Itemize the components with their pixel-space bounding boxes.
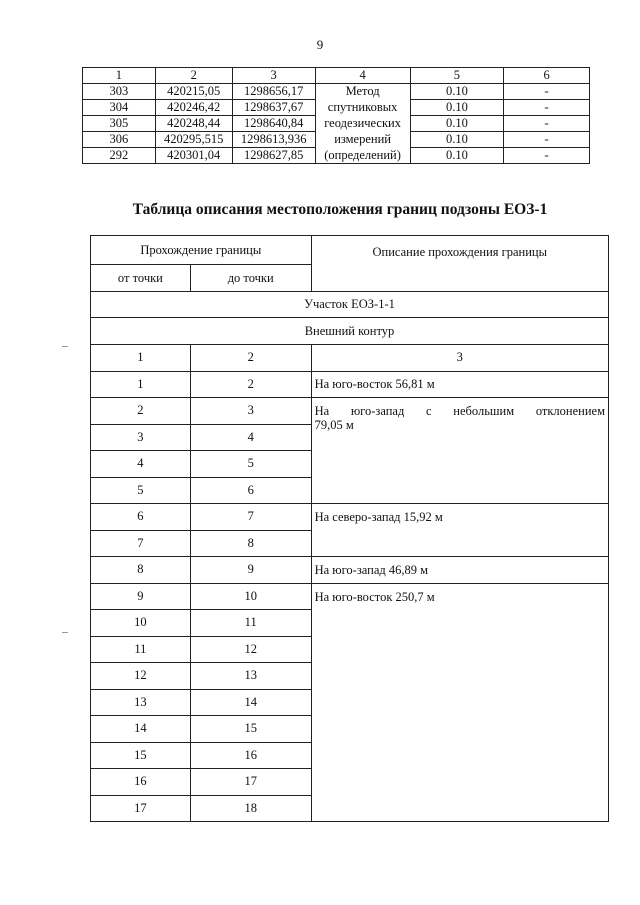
from-point: 2 — [91, 398, 191, 425]
from-point: 7 — [91, 530, 191, 557]
description: На северо-запад 15,92 м — [311, 504, 608, 557]
method-line: геодезических — [315, 116, 410, 132]
from-point: 4 — [91, 451, 191, 478]
to-point: 6 — [190, 477, 311, 504]
y-coordinate: 1298640,84 — [232, 116, 315, 132]
note: - — [504, 100, 590, 116]
table-row — [91, 583, 609, 610]
to-point: 14 — [190, 689, 311, 716]
description-line: 79,05 м — [314, 418, 354, 432]
from-point: 6 — [91, 504, 191, 531]
to-point: 17 — [190, 769, 311, 796]
coordinates-header-row — [83, 68, 590, 84]
method-line: (определений) — [315, 148, 410, 164]
header-cell: 4 — [315, 68, 410, 84]
section-row — [91, 292, 609, 318]
x-coordinate: 420301,04 — [155, 148, 232, 164]
to-point: 2 — [190, 371, 311, 398]
column-number: 2 — [190, 345, 311, 372]
to-point: 15 — [190, 716, 311, 743]
note: - — [504, 132, 590, 148]
method-line: Метод — [315, 84, 410, 100]
x-coordinate: 420248,44 — [155, 116, 232, 132]
header-passage: Прохождение границы — [91, 236, 312, 265]
accuracy: 0.10 — [410, 116, 504, 132]
from-point: 14 — [91, 716, 191, 743]
subsection-row — [91, 318, 609, 345]
point-number: 306 — [83, 132, 156, 148]
x-coordinate: 420215,05 — [155, 84, 232, 100]
header-cell: 2 — [155, 68, 232, 84]
method-line: спутниковых — [315, 100, 410, 116]
accuracy: 0.10 — [410, 84, 504, 100]
description: На юго-восток 250,7 м — [311, 583, 608, 822]
table-row — [83, 148, 590, 164]
point-number: 292 — [83, 148, 156, 164]
y-coordinate: 1298627,85 — [232, 148, 315, 164]
description: На юго-восток 56,81 м — [311, 371, 608, 398]
note: - — [504, 148, 590, 164]
x-coordinate: 420295,515 — [155, 132, 232, 148]
table-row — [91, 398, 609, 425]
margin-mark — [62, 632, 68, 633]
from-point: 12 — [91, 663, 191, 690]
accuracy: 0.10 — [410, 100, 504, 116]
header-description: Описание прохождения границы — [311, 236, 608, 292]
to-point: 4 — [190, 424, 311, 451]
to-point: 9 — [190, 557, 311, 584]
header-cell: 1 — [83, 68, 156, 84]
to-point: 7 — [190, 504, 311, 531]
accuracy: 0.10 — [410, 148, 504, 164]
column-number: 3 — [311, 345, 608, 372]
table-row — [83, 84, 590, 100]
from-point: 10 — [91, 610, 191, 637]
coordinates-table — [82, 67, 590, 164]
from-point: 9 — [91, 583, 191, 610]
header-cell: 5 — [410, 68, 504, 84]
accuracy: 0.10 — [410, 132, 504, 148]
header-from: от точки — [91, 265, 191, 292]
table-row — [83, 100, 590, 116]
to-point: 11 — [190, 610, 311, 637]
to-point: 5 — [190, 451, 311, 478]
from-point: 15 — [91, 742, 191, 769]
description — [311, 398, 608, 504]
page-number: 9 — [316, 37, 324, 52]
from-point: 13 — [91, 689, 191, 716]
subsection-title: Внешний контур — [91, 318, 609, 345]
table-title: Таблица описания местоположения границ подзоны ЕОЗ-1 — [132, 201, 548, 218]
column-numbers-row — [91, 345, 609, 372]
from-point: 1 — [91, 371, 191, 398]
point-number: 304 — [83, 100, 156, 116]
boundary-description-table — [90, 235, 609, 822]
from-point: 17 — [91, 795, 191, 822]
y-coordinate: 1298637,67 — [232, 100, 315, 116]
from-point: 5 — [91, 477, 191, 504]
from-point: 11 — [91, 636, 191, 663]
to-point: 18 — [190, 795, 311, 822]
margin-mark — [62, 346, 68, 347]
x-coordinate: 420246,42 — [155, 100, 232, 116]
from-point: 8 — [91, 557, 191, 584]
y-coordinate: 1298656,17 — [232, 84, 315, 100]
table-row — [91, 557, 609, 584]
column-number: 1 — [91, 345, 191, 372]
header-to: до точки — [190, 265, 311, 292]
to-point: 10 — [190, 583, 311, 610]
table-row — [83, 116, 590, 132]
to-point: 8 — [190, 530, 311, 557]
point-number: 303 — [83, 84, 156, 100]
from-point: 16 — [91, 769, 191, 796]
from-point: 3 — [91, 424, 191, 451]
header-cell: 3 — [232, 68, 315, 84]
method-line: измерений — [315, 132, 410, 148]
to-point: 13 — [190, 663, 311, 690]
header-row — [91, 236, 609, 265]
description-line: На юго-запад с небольшим отклонением — [314, 404, 605, 418]
table-row — [91, 371, 609, 398]
note: - — [504, 84, 590, 100]
to-point: 3 — [190, 398, 311, 425]
description: На юго-запад 46,89 м — [311, 557, 608, 584]
note: - — [504, 116, 590, 132]
point-number: 305 — [83, 116, 156, 132]
header-cell: 6 — [504, 68, 590, 84]
table-row — [91, 504, 609, 531]
to-point: 12 — [190, 636, 311, 663]
y-coordinate: 1298613,936 — [232, 132, 315, 148]
table-row — [83, 132, 590, 148]
to-point: 16 — [190, 742, 311, 769]
section-title: Участок ЕОЗ-1-1 — [91, 292, 609, 318]
